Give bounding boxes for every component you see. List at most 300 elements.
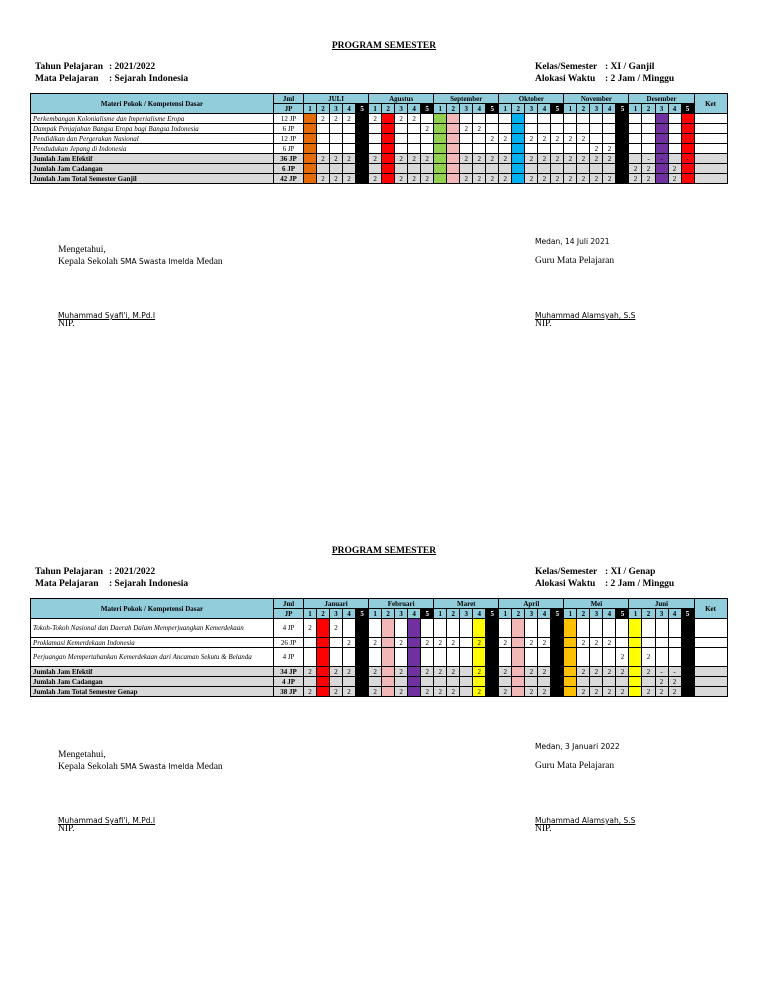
- week-cell: 2: [473, 154, 486, 164]
- week-cell: [382, 144, 395, 154]
- header-row-months: [31, 94, 728, 104]
- week-cell: [551, 164, 564, 174]
- week-cell: [408, 687, 421, 697]
- total-row: [31, 154, 728, 164]
- week-cell: [616, 638, 629, 648]
- week-cell: [603, 134, 616, 144]
- school-name: SMA Swasta Imelda: [120, 257, 194, 266]
- week-cell: [473, 619, 486, 638]
- week-cell: 2: [525, 154, 538, 164]
- jp-cell: 26 JP: [274, 638, 304, 648]
- week-cell: [356, 677, 369, 687]
- ket-cell: [694, 154, 727, 164]
- week-cell: [395, 677, 408, 687]
- week-cell: [642, 114, 655, 124]
- mengetahui-text: Mengetahui,: [58, 750, 106, 760]
- week-number: 4: [603, 609, 616, 619]
- week-cell: [629, 124, 642, 134]
- week-cell: [356, 648, 369, 667]
- week-cell: 2: [603, 154, 616, 164]
- ket-cell: [694, 114, 727, 124]
- week-cell: 2: [538, 638, 551, 648]
- week-cell: [512, 648, 525, 667]
- week-number: 1: [434, 104, 447, 114]
- week-cell: [616, 124, 629, 134]
- week-cell: [382, 687, 395, 697]
- ket-cell: [694, 677, 727, 687]
- week-cell: [551, 687, 564, 697]
- week-cell: 2: [473, 124, 486, 134]
- week-cell: -: [642, 154, 655, 164]
- week-cell: [473, 134, 486, 144]
- week-cell: [629, 648, 642, 667]
- week-cell: [408, 638, 421, 648]
- jp-cell: 6 JP: [274, 164, 304, 174]
- week-cell: 2: [551, 154, 564, 164]
- month-header: April: [499, 599, 564, 609]
- week-cell: 2: [304, 687, 317, 697]
- week-number: 5: [551, 104, 564, 114]
- week-cell: [681, 638, 694, 648]
- week-cell: [616, 619, 629, 638]
- week-number: 5: [616, 609, 629, 619]
- kepala-city: Medan: [193, 257, 223, 267]
- info-right: [535, 61, 674, 85]
- week-cell: [512, 124, 525, 134]
- week-cell: [356, 174, 369, 184]
- week-cell: [356, 667, 369, 677]
- week-cell: 2: [486, 134, 499, 144]
- kelas-value: : XI / Ganjil: [605, 62, 655, 72]
- materi-cell: Pendudukan Jepang di Indonesia: [31, 144, 274, 154]
- week-cell: [369, 134, 382, 144]
- month-header: JULI: [304, 94, 369, 104]
- week-cell: 2: [616, 144, 629, 154]
- week-cell: 2: [616, 154, 629, 164]
- week-cell: [642, 619, 655, 638]
- week-cell: [486, 144, 499, 154]
- table-row: [31, 124, 728, 134]
- week-cell: 2: [590, 144, 603, 154]
- week-cell: [460, 638, 473, 648]
- program-semester-table: [30, 93, 728, 184]
- week-cell: 2: [317, 174, 330, 184]
- week-cell: [343, 677, 356, 687]
- week-cell: [655, 114, 668, 124]
- week-cell: [564, 677, 577, 687]
- week-cell: 2: [473, 174, 486, 184]
- week-number: 1: [369, 609, 382, 619]
- week-cell: [655, 174, 668, 184]
- jp-cell: 38 JP: [274, 687, 304, 697]
- alokasi-label: Alokasi Waktu: [535, 74, 596, 84]
- week-number: 4: [408, 104, 421, 114]
- week-cell: 2: [395, 638, 408, 648]
- week-cell: [382, 154, 395, 164]
- materi-cell: Jumlah Jam Total Semester Ganjil: [31, 174, 274, 184]
- header-jml: Jml: [274, 599, 304, 609]
- week-cell: [304, 144, 317, 154]
- week-cell: 2: [408, 154, 421, 164]
- guru-name: Muhammad Alamsyah, S.S: [535, 816, 636, 825]
- week-cell: [460, 134, 473, 144]
- signature-date: Medan, 14 Juli 2021: [535, 237, 610, 246]
- week-number: 4: [668, 104, 681, 114]
- week-cell: [668, 124, 681, 134]
- week-cell: [447, 124, 460, 134]
- materi-cell: Perjuangan Mempertahankan Kemerdekaan dari Ancaman Sekutu & Belanda: [31, 648, 274, 667]
- week-cell: [447, 144, 460, 154]
- week-cell: [460, 648, 473, 667]
- week-cell: 2: [668, 174, 681, 184]
- page-title: PROGRAM SEMESTER: [331, 41, 437, 51]
- week-number: 1: [304, 609, 317, 619]
- week-cell: [551, 677, 564, 687]
- jp-cell: 34 JP: [274, 667, 304, 677]
- week-cell: [434, 154, 447, 164]
- week-cell: 2: [343, 114, 356, 124]
- week-cell: [499, 648, 512, 667]
- week-cell: 2: [577, 174, 590, 184]
- week-cell: [512, 687, 525, 697]
- week-cell: [408, 648, 421, 667]
- week-number: 1: [564, 609, 577, 619]
- week-cell: 2: [330, 619, 343, 638]
- week-cell: [551, 638, 564, 648]
- kepsek-nip: NIP.: [58, 824, 75, 834]
- week-cell: [408, 677, 421, 687]
- week-number: 5: [486, 609, 499, 619]
- week-cell: [382, 638, 395, 648]
- week-cell: [525, 677, 538, 687]
- week-cell: [525, 114, 538, 124]
- week-cell: [512, 638, 525, 648]
- week-cell: [551, 144, 564, 154]
- week-cell: [460, 667, 473, 677]
- week-cell: [486, 114, 499, 124]
- week-cell: 2: [421, 667, 434, 677]
- week-cell: [668, 144, 681, 154]
- week-cell: [577, 677, 590, 687]
- week-cell: [304, 124, 317, 134]
- week-cell: [473, 648, 486, 667]
- week-cell: 2: [590, 687, 603, 697]
- week-cell: [629, 154, 642, 164]
- week-cell: [577, 164, 590, 174]
- week-cell: [538, 144, 551, 154]
- week-cell: [408, 134, 421, 144]
- week-cell: [473, 114, 486, 124]
- mapel-value: : Sejarah Indonesia: [109, 74, 189, 84]
- week-number: 3: [460, 104, 473, 114]
- week-cell: [486, 648, 499, 667]
- week-cell: [356, 687, 369, 697]
- week-number: 5: [421, 609, 434, 619]
- week-cell: [655, 124, 668, 134]
- total-row: [31, 164, 728, 174]
- week-number: 3: [655, 609, 668, 619]
- week-cell: [681, 687, 694, 697]
- week-cell: [395, 619, 408, 638]
- week-number: 2: [577, 104, 590, 114]
- tahun-row: [35, 61, 188, 73]
- week-cell: 2: [616, 687, 629, 697]
- week-cell: [304, 174, 317, 184]
- week-cell: 2: [642, 174, 655, 184]
- week-cell: [317, 164, 330, 174]
- week-cell: 2: [395, 687, 408, 697]
- week-cell: [447, 164, 460, 174]
- guru-nip: NIP.: [535, 319, 552, 329]
- week-cell: [512, 164, 525, 174]
- week-cell: [460, 164, 473, 174]
- week-cell: [317, 648, 330, 667]
- week-cell: [629, 144, 642, 154]
- week-cell: 2: [343, 667, 356, 677]
- week-cell: [486, 667, 499, 677]
- kepsek-name: Muhammad Syafi'i, M.Pd.I: [58, 311, 156, 320]
- ket-cell: [694, 144, 727, 154]
- week-cell: 2: [395, 154, 408, 164]
- week-cell: 2: [538, 667, 551, 677]
- week-cell: [447, 154, 460, 164]
- week-cell: [434, 144, 447, 154]
- week-cell: 2: [603, 638, 616, 648]
- week-cell: [538, 114, 551, 124]
- week-cell: [603, 648, 616, 667]
- week-cell: 2: [395, 174, 408, 184]
- signature-date: Medan, 3 Januari 2022: [535, 742, 620, 751]
- week-cell: [681, 144, 694, 154]
- week-cell: [499, 677, 512, 687]
- week-cell: [421, 619, 434, 638]
- week-cell: [421, 114, 434, 124]
- week-cell: [577, 124, 590, 134]
- info-left: [35, 61, 188, 85]
- week-cell: [382, 164, 395, 174]
- week-cell: 2: [551, 174, 564, 184]
- week-number: 5: [616, 104, 629, 114]
- week-cell: 2: [564, 134, 577, 144]
- week-cell: [421, 144, 434, 154]
- kepsek-nip: NIP.: [58, 319, 75, 329]
- week-cell: [434, 648, 447, 667]
- week-cell: 2: [447, 667, 460, 677]
- week-cell: [486, 124, 499, 134]
- week-cell: [512, 144, 525, 154]
- week-cell: 2: [590, 174, 603, 184]
- week-cell: [681, 174, 694, 184]
- week-cell: 2: [447, 638, 460, 648]
- page-title: PROGRAM SEMESTER: [331, 546, 437, 556]
- week-number: 4: [343, 104, 356, 114]
- week-cell: 2: [538, 134, 551, 144]
- week-cell: 2: [486, 154, 499, 164]
- header-jml: Jml: [274, 94, 304, 104]
- total-row: [31, 687, 728, 697]
- week-cell: 2: [460, 154, 473, 164]
- kelas-row: [535, 61, 674, 73]
- week-cell: 2: [499, 174, 512, 184]
- week-cell: [395, 164, 408, 174]
- week-cell: [434, 677, 447, 687]
- week-cell: 2: [616, 648, 629, 667]
- week-cell: [655, 144, 668, 154]
- month-header: November: [564, 94, 629, 104]
- week-cell: 2: [642, 667, 655, 677]
- week-number: 1: [434, 609, 447, 619]
- week-cell: [317, 687, 330, 697]
- school-name: SMA Swasta Imelda: [120, 762, 194, 771]
- week-cell: [603, 164, 616, 174]
- week-cell: [512, 174, 525, 184]
- week-cell: [408, 667, 421, 677]
- week-cell: [486, 687, 499, 697]
- ket-cell: [694, 667, 727, 677]
- materi-cell: Jumlah Jam Cadangan: [31, 677, 274, 687]
- week-cell: [512, 677, 525, 687]
- week-cell: [395, 144, 408, 154]
- week-cell: 2: [486, 174, 499, 184]
- week-number: 2: [382, 104, 395, 114]
- header-jp: JP: [274, 609, 304, 619]
- jp-cell: 6 JP: [274, 124, 304, 134]
- week-cell: [356, 124, 369, 134]
- week-cell: [421, 677, 434, 687]
- week-cell: [629, 134, 642, 144]
- week-cell: 2: [577, 134, 590, 144]
- week-cell: [603, 619, 616, 638]
- week-cell: [655, 134, 668, 144]
- total-row: [31, 677, 728, 687]
- materi-cell: Dampak Penjajahan Bangsa Eropa bagi Bangsa Indonesia: [31, 124, 274, 134]
- week-cell: 2: [668, 687, 681, 697]
- week-cell: [343, 134, 356, 144]
- week-cell: 2: [499, 134, 512, 144]
- week-cell: 2: [395, 667, 408, 677]
- week-cell: -: [681, 154, 694, 164]
- week-cell: [499, 144, 512, 154]
- ket-cell: [694, 164, 727, 174]
- week-cell: [512, 619, 525, 638]
- week-cell: [564, 114, 577, 124]
- week-cell: 2: [369, 638, 382, 648]
- week-cell: [369, 144, 382, 154]
- week-number: 5: [356, 609, 369, 619]
- jp-cell: 36 JP: [274, 154, 304, 164]
- week-cell: 2: [434, 667, 447, 677]
- jp-cell: 4 JP: [274, 677, 304, 687]
- week-number: 1: [499, 104, 512, 114]
- week-cell: 2: [577, 667, 590, 677]
- table-row: [31, 648, 728, 667]
- week-cell: [330, 677, 343, 687]
- week-cell: [460, 687, 473, 697]
- table-row: [31, 134, 728, 144]
- week-cell: -: [655, 154, 668, 164]
- week-cell: [564, 124, 577, 134]
- week-cell: 2: [343, 687, 356, 697]
- week-cell: 2: [369, 174, 382, 184]
- week-number: 4: [538, 609, 551, 619]
- week-cell: [538, 164, 551, 174]
- week-cell: [356, 619, 369, 638]
- week-cell: [642, 638, 655, 648]
- week-cell: [421, 648, 434, 667]
- week-cell: [369, 648, 382, 667]
- week-cell: 2: [577, 638, 590, 648]
- week-cell: 2: [343, 638, 356, 648]
- week-cell: [434, 164, 447, 174]
- week-cell: [330, 144, 343, 154]
- week-cell: [304, 677, 317, 687]
- week-cell: 2: [642, 687, 655, 697]
- week-cell: [486, 619, 499, 638]
- week-cell: [395, 648, 408, 667]
- week-cell: [655, 638, 668, 648]
- week-number: 5: [681, 104, 694, 114]
- week-cell: 2: [564, 174, 577, 184]
- table-row: [31, 144, 728, 154]
- week-number: 2: [382, 609, 395, 619]
- week-cell: [356, 134, 369, 144]
- kepala-city: Medan: [193, 762, 223, 772]
- ket-cell: [694, 124, 727, 134]
- guru-title: Guru Mata Pelajaran: [535, 256, 615, 266]
- week-cell: [317, 124, 330, 134]
- week-cell: 2: [655, 677, 668, 687]
- week-cell: [473, 677, 486, 687]
- month-header: Maret: [434, 599, 499, 609]
- week-cell: [343, 648, 356, 667]
- week-cell: [512, 134, 525, 144]
- week-number: 2: [642, 104, 655, 114]
- week-cell: 2: [304, 667, 317, 677]
- week-cell: [681, 677, 694, 687]
- week-number: 5: [421, 104, 434, 114]
- week-cell: [317, 619, 330, 638]
- alokasi-label: Alokasi Waktu: [535, 579, 596, 589]
- week-cell: [616, 164, 629, 174]
- week-cell: [304, 164, 317, 174]
- week-cell: [590, 619, 603, 638]
- kelas-value: : XI / Genap: [605, 567, 656, 577]
- kepala-sekolah-line: [58, 761, 223, 773]
- week-cell: 2: [330, 114, 343, 124]
- week-cell: 2: [330, 667, 343, 677]
- week-cell: [434, 124, 447, 134]
- alokasi-value: : 2 Jam / Minggu: [605, 579, 675, 589]
- week-cell: [590, 677, 603, 687]
- week-cell: [382, 619, 395, 638]
- week-cell: [473, 164, 486, 174]
- week-cell: [551, 667, 564, 677]
- week-cell: [681, 667, 694, 677]
- week-cell: 2: [343, 174, 356, 184]
- week-cell: 2: [408, 174, 421, 184]
- week-number: 4: [343, 609, 356, 619]
- week-cell: [577, 648, 590, 667]
- month-header: Oktober: [499, 94, 564, 104]
- week-cell: [564, 667, 577, 677]
- week-cell: [590, 648, 603, 667]
- week-cell: [317, 134, 330, 144]
- week-cell: [317, 667, 330, 677]
- week-cell: [447, 677, 460, 687]
- kepsek-name: Muhammad Syafi'i, M.Pd.I: [58, 816, 156, 825]
- materi-cell: Proklamasi Kemerdekaan Indonesia: [31, 638, 274, 648]
- week-cell: [564, 687, 577, 697]
